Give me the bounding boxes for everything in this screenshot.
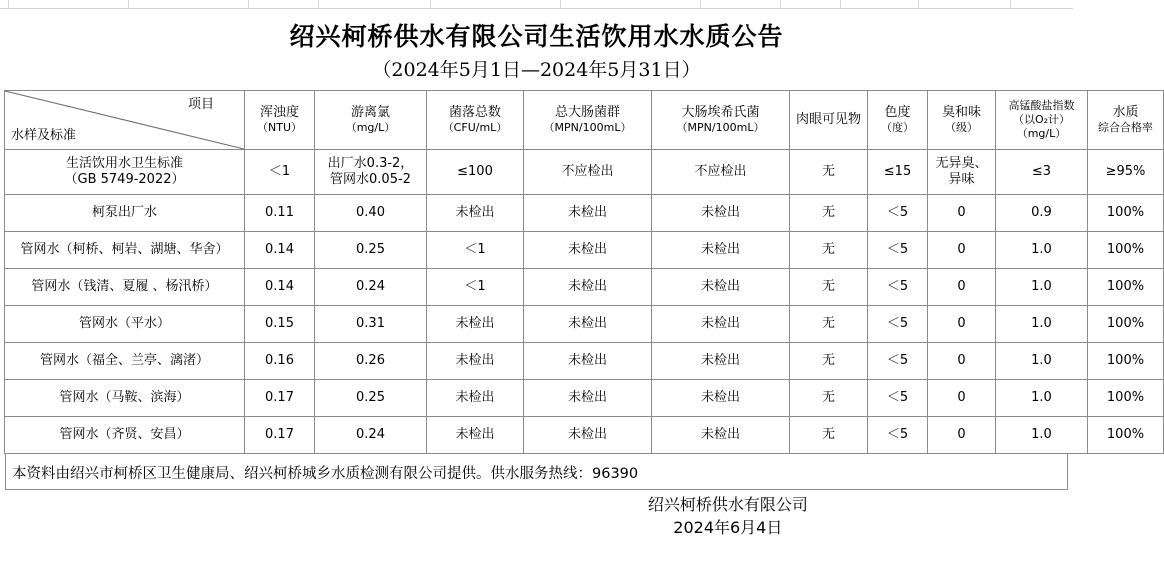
column-header-permanganate-index: 高锰酸盐指数（以O₂计） （mg/L） [996, 91, 1088, 150]
row-label: 管网水（平水） [5, 306, 245, 343]
cell-free-chlorine: 0.31 [315, 306, 427, 343]
cell-total-coliform: 未检出 [524, 306, 652, 343]
cell-standard-pass-rate: ≥95% [1088, 150, 1164, 195]
cell-odor-taste: 0 [928, 417, 996, 454]
cell-pass-rate: 100% [1088, 306, 1164, 343]
cell-chroma: ＜5 [868, 306, 928, 343]
row-label: 管网水（福全、兰亭、漓渚） [5, 343, 245, 380]
cell-visible-matter: 无 [790, 269, 868, 306]
page-subtitle: （2024年5月1日—2024年5月31日） [372, 59, 701, 81]
cell-odor-taste: 0 [928, 269, 996, 306]
footnote: 本资料由绍兴市柯桥区卫生健康局、绍兴柯桥城乡水质检测有限公司提供。供水服务热线：96390 [5, 454, 1068, 490]
corner-row-label: 水样及标准 [11, 127, 77, 143]
cell-free-chlorine: 0.25 [315, 380, 427, 417]
cell-total-coliform: 未检出 [524, 380, 652, 417]
cell-total-coliform: 未检出 [524, 343, 652, 380]
cell-permanganate: 1.0 [996, 417, 1088, 454]
cell-permanganate: 0.9 [996, 195, 1088, 232]
table-row-standard [5, 150, 1164, 195]
cell-e-coli: 未检出 [652, 269, 790, 306]
cell-e-coli: 未检出 [652, 380, 790, 417]
cell-free-chlorine: 0.25 [315, 232, 427, 269]
row-label: 管网水（钱清、夏履 、杨汛桥） [5, 269, 245, 306]
table-header-row [5, 91, 1164, 150]
cell-chroma: ＜5 [868, 343, 928, 380]
cell-permanganate: 1.0 [996, 232, 1088, 269]
cell-permanganate: 1.0 [996, 343, 1088, 380]
column-header-total-coliform: 总大肠菌群 （MPN/100mL） [524, 91, 652, 150]
cell-chroma: ＜5 [868, 195, 928, 232]
column-header-turbidity: 浑浊度 （NTU） [245, 91, 315, 150]
table-row [5, 195, 1164, 232]
row-label: 柯泵出厂水 [5, 195, 245, 232]
table-row [5, 343, 1164, 380]
cell-e-coli: 未检出 [652, 232, 790, 269]
cell-standard-turbidity: ＜1 [245, 150, 315, 195]
cell-standard-colony-count: ≤100 [427, 150, 524, 195]
cell-free-chlorine: 0.26 [315, 343, 427, 380]
table-row [5, 380, 1164, 417]
cell-turbidity: 0.15 [245, 306, 315, 343]
water-quality-table [4, 90, 1164, 454]
table-row [5, 232, 1164, 269]
cell-visible-matter: 无 [790, 195, 868, 232]
header-corner-cell [5, 91, 245, 150]
signature-company: 绍兴柯桥供水有限公司 [647, 495, 808, 514]
cell-odor-taste: 0 [928, 232, 996, 269]
cell-total-coliform: 未检出 [524, 417, 652, 454]
column-header-free-chlorine: 游离氯 （mg/L） [315, 91, 427, 150]
cell-turbidity: 0.17 [245, 417, 315, 454]
cell-total-coliform: 未检出 [524, 195, 652, 232]
cell-pass-rate: 100% [1088, 269, 1164, 306]
table-row [5, 417, 1164, 454]
cell-standard-e-coli: 不应检出 [652, 150, 790, 195]
cell-standard-permanganate: ≤3 [996, 150, 1088, 195]
cell-pass-rate: 100% [1088, 417, 1164, 454]
column-header-colony-count: 菌落总数 （CFU/mL） [427, 91, 524, 150]
cell-colony-count: 未检出 [427, 380, 524, 417]
cell-permanganate: 1.0 [996, 269, 1088, 306]
cell-standard-chroma: ≤15 [868, 150, 928, 195]
page-title: 绍兴柯桥供水有限公司生活饮用水水质公告 [289, 22, 784, 51]
cell-pass-rate: 100% [1088, 232, 1164, 269]
cell-e-coli: 未检出 [652, 306, 790, 343]
cell-permanganate: 1.0 [996, 380, 1088, 417]
cell-turbidity: 0.17 [245, 380, 315, 417]
cell-total-coliform: 未检出 [524, 269, 652, 306]
cell-odor-taste: 0 [928, 343, 996, 380]
column-header-visible-matter: 肉眼可见物 [790, 91, 868, 150]
cell-chroma: ＜5 [868, 232, 928, 269]
cell-visible-matter: 无 [790, 232, 868, 269]
row-label-standard: 生活饮用水卫生标准 （GB 5749-2022） [5, 150, 245, 195]
cell-colony-count: ＜1 [427, 269, 524, 306]
cell-free-chlorine: 0.24 [315, 269, 427, 306]
column-header-chroma: 色度 （度） [868, 91, 928, 150]
cell-permanganate: 1.0 [996, 306, 1088, 343]
cell-standard-visible-matter: 无 [790, 150, 868, 195]
row-label: 管网水（齐贤、安昌） [5, 417, 245, 454]
cell-colony-count: 未检出 [427, 195, 524, 232]
signature-block [5, 490, 1068, 540]
cell-chroma: ＜5 [868, 269, 928, 306]
cell-colony-count: ＜1 [427, 232, 524, 269]
cell-odor-taste: 0 [928, 306, 996, 343]
cell-free-chlorine: 0.24 [315, 417, 427, 454]
cell-total-coliform: 未检出 [524, 232, 652, 269]
cell-e-coli: 未检出 [652, 417, 790, 454]
cell-e-coli: 未检出 [652, 195, 790, 232]
corner-col-label: 项目 [187, 97, 214, 112]
cell-visible-matter: 无 [790, 306, 868, 343]
column-header-overall-pass-rate: 水质 综合合格率 [1088, 91, 1164, 150]
cell-odor-taste: 0 [928, 195, 996, 232]
cell-colony-count: 未检出 [427, 417, 524, 454]
cell-free-chlorine: 0.40 [315, 195, 427, 232]
cell-turbidity: 0.16 [245, 343, 315, 380]
signature-date: 2024年6月4日 [673, 518, 783, 537]
cell-e-coli: 未检出 [652, 343, 790, 380]
cell-colony-count: 未检出 [427, 306, 524, 343]
spreadsheet-column-edge-strip [0, 0, 1073, 9]
cell-standard-total-coliform: 不应检出 [524, 150, 652, 195]
cell-turbidity: 0.14 [245, 269, 315, 306]
cell-turbidity: 0.11 [245, 195, 315, 232]
cell-standard-free-chlorine: 出厂水0.3-2， 管网水0.05-2 [315, 150, 427, 195]
cell-standard-odor-taste: 无异臭、 异味 [928, 150, 996, 195]
cell-visible-matter: 无 [790, 417, 868, 454]
cell-colony-count: 未检出 [427, 343, 524, 380]
row-label: 管网水（柯桥、柯岩、湖塘、华舍） [5, 232, 245, 269]
cell-chroma: ＜5 [868, 417, 928, 454]
column-header-e-coli: 大肠埃希氏菌 （MPN/100mL） [652, 91, 790, 150]
cell-visible-matter: 无 [790, 380, 868, 417]
row-label: 管网水（马鞍、滨海） [5, 380, 245, 417]
cell-visible-matter: 无 [790, 343, 868, 380]
column-header-odor-taste: 臭和味 （级） [928, 91, 996, 150]
cell-odor-taste: 0 [928, 380, 996, 417]
cell-pass-rate: 100% [1088, 380, 1164, 417]
cell-chroma: ＜5 [868, 380, 928, 417]
cell-turbidity: 0.14 [245, 232, 315, 269]
table-row [5, 269, 1164, 306]
cell-pass-rate: 100% [1088, 195, 1164, 232]
table-row [5, 306, 1164, 343]
cell-pass-rate: 100% [1088, 343, 1164, 380]
